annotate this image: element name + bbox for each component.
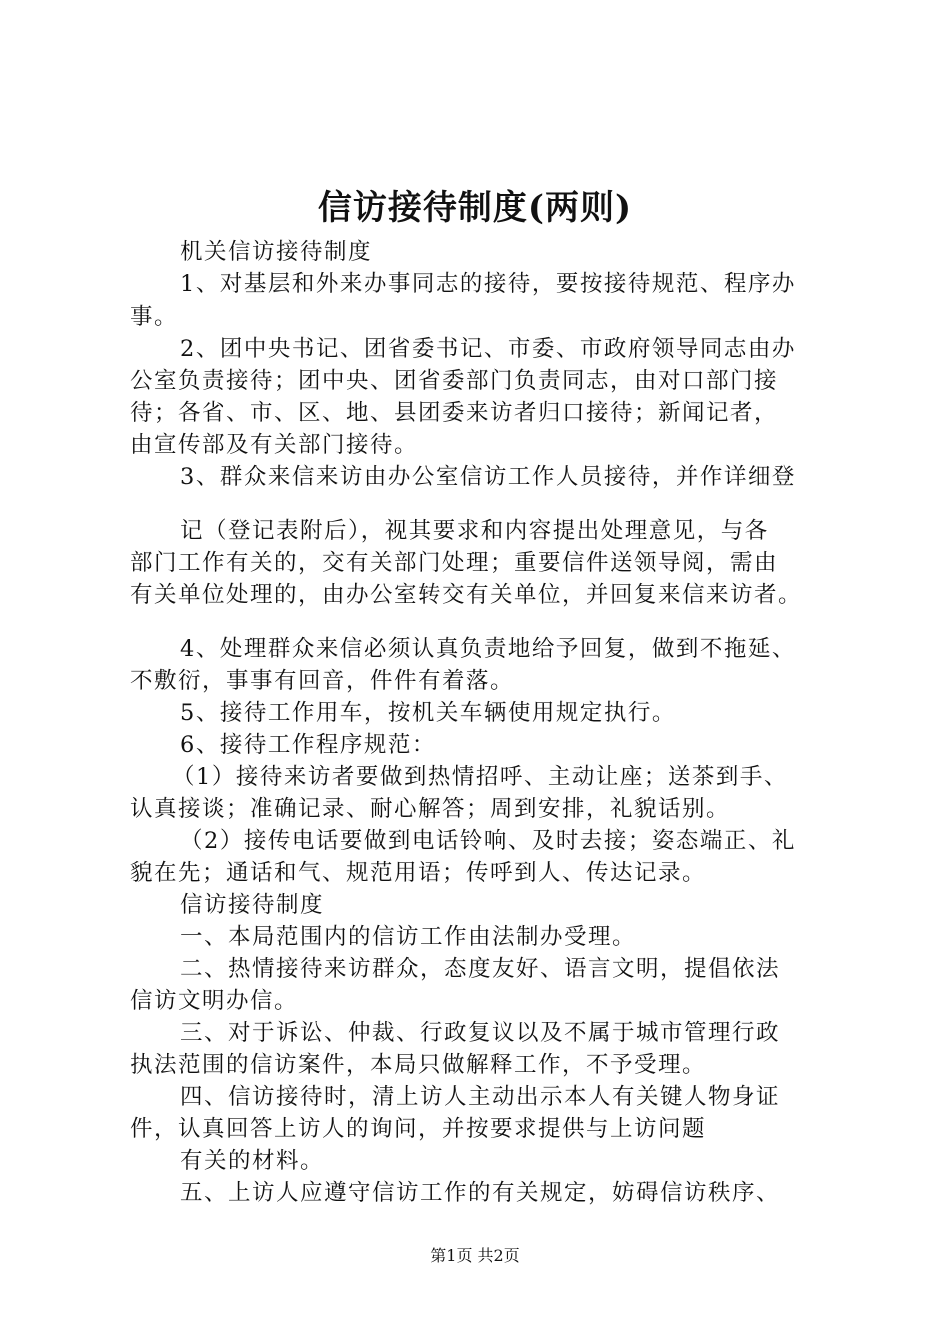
section-heading: 信访接待制度 (180, 892, 325, 918)
paragraph-line: 信访文明办信。 (130, 988, 299, 1014)
paragraph-line: 四、信访接待时，清上访人主动出示本人有关键人物身证 (180, 1084, 781, 1110)
paragraph-line: 6、接待工作程序规范： (180, 732, 436, 758)
paragraph-line: 貌在先；通话和气、规范用语；传呼到人、传达记录。 (130, 860, 707, 886)
paragraph-line: 事。 (130, 304, 179, 330)
paragraph-line: （2）接传电话要做到电话铃响、及时去接；姿态端正、礼 (180, 828, 796, 854)
paragraph-line: 公室负责接待；团中央、团省委部门负责同志，由对口部门接 (130, 368, 779, 394)
paragraph-line: （1）接待来访者要做到热情招呼、主动让座；送茶到手、 (172, 764, 788, 790)
paragraph-line: 执法范围的信访案件，本局只做解释工作，不予受理。 (130, 1052, 707, 1078)
paragraph-line: 2、团中央书记、团省委书记、市委、市政府领导同志由办 (180, 336, 796, 362)
paragraph-line: 1、对基层和外来办事同志的接待，要按接待规范、程序办 (180, 271, 796, 297)
document-title: 信访接待制度(两则) (317, 188, 633, 228)
paragraph-line: 二、热情接待来访群众，态度友好、语言文明，提倡依法 (180, 956, 781, 982)
paragraph-line: 不敷衍，事事有回音，件件有着落。 (130, 668, 515, 694)
paragraph-line: 认真接谈；准确记录、耐心解答；周到安排，礼貌话别。 (130, 796, 731, 822)
paragraph-line: 5、接待工作用车，按机关车辆使用规定执行。 (180, 700, 676, 726)
section-heading: 机关信访接待制度 (180, 239, 373, 265)
page-footer: 第1页 共2页 (430, 1246, 520, 1265)
paragraph-line: 有关单位处理的，由办公室转交有关单位，并回复来信来访者。 (130, 582, 803, 608)
paragraph-line: 4、处理群众来信必须认真负责地给予回复，做到不拖延、 (180, 636, 796, 662)
paragraph-line: 三、对于诉讼、仲裁、行政复议以及不属于城市管理行政 (180, 1020, 781, 1046)
paragraph-line: 五、上访人应遵守信访工作的有关规定，妨碍信访秩序、 (180, 1180, 781, 1206)
paragraph-line: 3、群众来信来访由办公室信访工作人员接待，并作详细登 (180, 464, 796, 490)
paragraph-line: 待；各省、市、区、地、县团委来访者归口接待；新闻记者， (130, 400, 779, 426)
paragraph-line: 件，认真回答上访人的询问，并按要求提供与上访问题 (130, 1116, 707, 1142)
paragraph-line: 记（登记表附后），视其要求和内容提出处理意见，与各 (180, 518, 769, 544)
paragraph-line: 有关的材料。 (180, 1148, 325, 1174)
paragraph-line: 由宣传部及有关部门接待。 (130, 432, 419, 458)
paragraph-line: 部门工作有关的，交有关部门处理；重要信件送领导阅，需由 (130, 550, 779, 576)
paragraph-line: 一、本局范围内的信访工作由法制办受理。 (180, 924, 637, 950)
